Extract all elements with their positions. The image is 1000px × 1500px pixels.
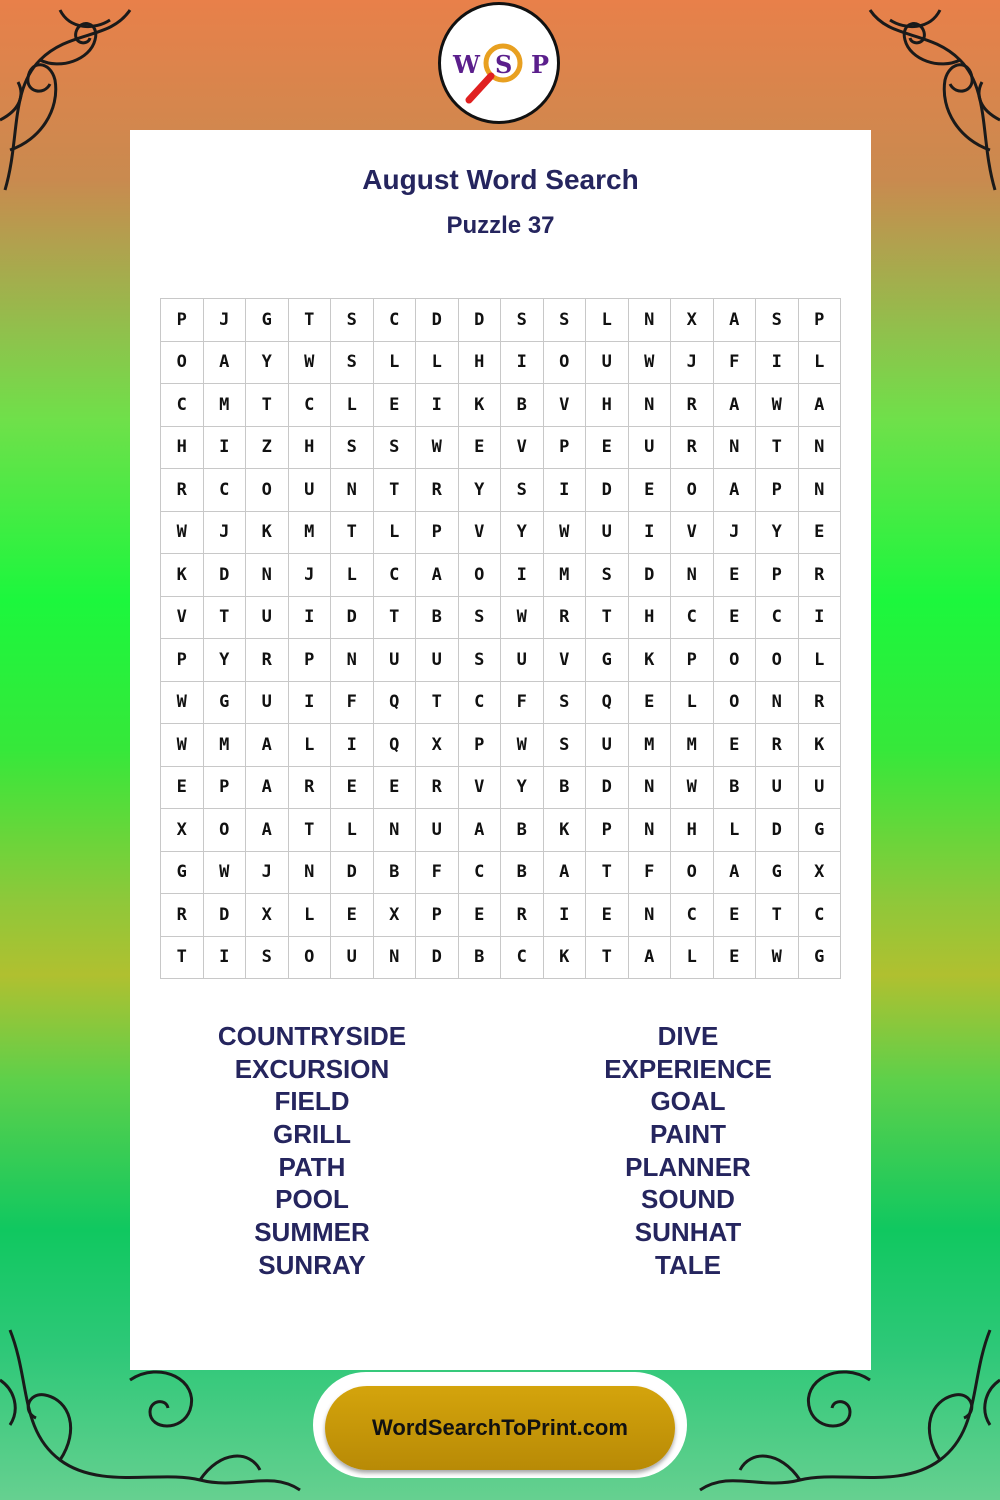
grid-cell[interactable]: U [586,512,629,555]
grid-cell[interactable]: P [204,767,247,810]
grid-cell[interactable]: W [671,767,714,810]
grid-cell[interactable]: R [416,469,459,512]
word-list-item: SUNRAY [258,1249,366,1280]
grid-cell[interactable]: R [416,767,459,810]
grid-cell[interactable]: B [374,852,417,895]
grid-cell[interactable]: R [756,724,799,767]
grid-cell[interactable]: O [714,682,757,725]
grid-cell[interactable]: U [586,342,629,385]
grid-cell[interactable]: E [629,682,672,725]
grid-cell[interactable]: F [714,342,757,385]
grid-cell[interactable]: A [629,937,672,980]
grid-cell[interactable]: J [204,299,247,342]
word-list-item: GOAL [650,1086,726,1117]
grid-cell[interactable]: E [459,894,502,937]
grid-cell[interactable]: B [459,937,502,980]
grid-cell[interactable]: P [756,469,799,512]
grid-cell[interactable]: E [714,894,757,937]
grid-cell[interactable]: A [714,852,757,895]
grid-cell[interactable]: E [586,894,629,937]
grid-cell[interactable]: T [586,852,629,895]
grid-cell[interactable]: M [289,512,332,555]
grid-cell[interactable]: X [799,852,842,895]
grid-cell[interactable]: G [756,852,799,895]
grid-cell[interactable]: N [331,469,374,512]
grid-cell[interactable]: P [756,554,799,597]
grid-cell[interactable]: A [714,384,757,427]
grid-cell[interactable]: S [544,682,587,725]
wsp-logo[interactable] [438,2,560,124]
grid-cell[interactable]: R [289,767,332,810]
grid-cell[interactable]: D [586,469,629,512]
grid-cell[interactable]: K [459,384,502,427]
grid-cell[interactable]: H [671,809,714,852]
grid-cell[interactable]: E [629,469,672,512]
grid-cell[interactable]: E [714,937,757,980]
grid-cell[interactable]: S [246,937,289,980]
word-list-item: GRILL [273,1119,351,1150]
grid-cell[interactable]: X [374,894,417,937]
grid-cell[interactable]: E [714,597,757,640]
word-list-left [152,1020,472,1282]
grid-cell[interactable]: N [374,809,417,852]
grid-cell[interactable]: U [501,639,544,682]
grid-cell[interactable]: Q [586,682,629,725]
grid-cell[interactable]: G [204,682,247,725]
grid-cell[interactable]: C [161,384,204,427]
grid-cell[interactable]: S [331,342,374,385]
grid-cell[interactable]: V [501,427,544,470]
grid-cell[interactable]: Y [246,342,289,385]
grid-cell[interactable]: T [756,427,799,470]
grid-cell[interactable]: R [544,597,587,640]
grid-cell[interactable]: A [714,299,757,342]
grid-cell[interactable]: U [331,937,374,980]
grid-cell[interactable]: R [501,894,544,937]
word-list-item: TALE [655,1249,721,1280]
grid-cell[interactable]: S [586,554,629,597]
grid-cell[interactable]: W [161,682,204,725]
grid-cell[interactable]: S [544,724,587,767]
grid-cell[interactable]: N [799,427,842,470]
grid-cell[interactable]: Y [204,639,247,682]
grid-cell[interactable]: I [544,894,587,937]
grid-cell[interactable]: N [374,937,417,980]
grid-cell[interactable]: C [374,554,417,597]
grid-cell[interactable]: P [544,427,587,470]
grid-cell[interactable]: L [671,682,714,725]
grid-cell[interactable]: Y [501,512,544,555]
logo-letter-p: P [531,50,550,79]
grid-cell[interactable]: P [459,724,502,767]
grid-cell[interactable]: N [289,852,332,895]
logo-letter-s: S [495,50,513,79]
grid-cell[interactable]: B [501,809,544,852]
grid-cell[interactable]: T [374,597,417,640]
word-list-item: POOL [275,1184,349,1215]
grid-cell[interactable]: L [586,299,629,342]
grid-cell[interactable]: G [799,937,842,980]
grid-cell[interactable]: C [671,597,714,640]
grid-cell[interactable]: B [416,597,459,640]
grid-cell[interactable]: T [374,469,417,512]
grid-cell[interactable]: I [629,512,672,555]
grid-cell[interactable]: D [331,597,374,640]
grid-cell[interactable]: E [714,724,757,767]
grid-cell[interactable]: F [501,682,544,725]
grid-cell[interactable]: H [586,384,629,427]
grid-cell[interactable]: W [629,342,672,385]
grid-cell[interactable]: A [246,767,289,810]
grid-cell[interactable]: A [416,554,459,597]
grid-cell[interactable]: R [161,469,204,512]
grid-cell[interactable]: N [629,894,672,937]
grid-cell[interactable]: D [416,299,459,342]
word-list-item: SUMMER [254,1217,370,1248]
grid-cell[interactable]: H [161,427,204,470]
grid-cell[interactable]: I [544,469,587,512]
grid-cell[interactable]: O [544,342,587,385]
grid-cell[interactable]: G [586,639,629,682]
grid-cell[interactable]: V [459,512,502,555]
grid-cell[interactable]: L [416,342,459,385]
grid-cell[interactable]: U [756,767,799,810]
grid-cell[interactable]: S [374,427,417,470]
grid-cell[interactable]: L [331,384,374,427]
grid-cell[interactable]: C [289,384,332,427]
grid-cell[interactable]: V [161,597,204,640]
grid-cell[interactable]: M [204,384,247,427]
grid-cell[interactable]: G [799,809,842,852]
grid-cell[interactable]: L [799,639,842,682]
grid-cell[interactable]: E [161,767,204,810]
grid-cell[interactable]: U [374,639,417,682]
grid-cell[interactable]: S [459,597,502,640]
grid-cell[interactable]: A [459,809,502,852]
grid-cell[interactable]: E [459,427,502,470]
grid-cell[interactable]: W [161,512,204,555]
grid-cell[interactable]: P [416,894,459,937]
grid-cell[interactable]: N [629,767,672,810]
grid-cell[interactable]: O [756,639,799,682]
grid-cell[interactable]: H [289,427,332,470]
grid-cell[interactable]: W [501,724,544,767]
grid-cell[interactable]: N [756,682,799,725]
grid-cell[interactable]: W [756,384,799,427]
grid-cell[interactable]: L [714,809,757,852]
grid-cell[interactable]: L [331,809,374,852]
grid-cell[interactable]: I [204,937,247,980]
grid-cell[interactable]: J [246,852,289,895]
site-link-button[interactable]: WordSearchToPrint.com [325,1386,675,1470]
grid-cell[interactable]: I [331,724,374,767]
grid-cell[interactable]: I [416,384,459,427]
grid-cell[interactable]: T [331,512,374,555]
grid-cell[interactable]: N [799,469,842,512]
grid-cell[interactable]: E [331,767,374,810]
grid-cell[interactable]: K [161,554,204,597]
grid-cell[interactable]: Q [374,682,417,725]
grid-cell[interactable]: T [289,299,332,342]
grid-cell[interactable]: Z [246,427,289,470]
grid-cell[interactable]: O [459,554,502,597]
grid-cell[interactable]: T [289,809,332,852]
grid-cell[interactable]: W [416,427,459,470]
grid-cell[interactable]: L [374,342,417,385]
grid-cell[interactable]: O [289,937,332,980]
grid-cell[interactable]: W [501,597,544,640]
grid-cell[interactable]: U [416,809,459,852]
grid-cell[interactable]: N [671,554,714,597]
grid-cell[interactable]: I [289,597,332,640]
grid-cell[interactable]: H [459,342,502,385]
grid-cell[interactable]: D [459,299,502,342]
grid-cell[interactable]: K [246,512,289,555]
grid-cell[interactable]: T [204,597,247,640]
grid-cell[interactable]: O [204,809,247,852]
grid-cell[interactable]: O [671,469,714,512]
grid-cell[interactable]: X [416,724,459,767]
grid-cell[interactable]: C [501,937,544,980]
grid-cell[interactable]: U [629,427,672,470]
grid-cell[interactable]: N [331,639,374,682]
grid-cell[interactable]: B [714,767,757,810]
grid-cell[interactable]: K [544,937,587,980]
puzzle-number: Puzzle 37 [446,212,555,239]
grid-cell[interactable]: L [331,554,374,597]
grid-cell[interactable]: T [586,597,629,640]
grid-cell[interactable]: C [756,597,799,640]
grid-cell[interactable]: A [204,342,247,385]
grid-cell[interactable]: P [289,639,332,682]
grid-cell[interactable]: U [289,469,332,512]
grid-cell[interactable]: E [374,384,417,427]
grid-cell[interactable]: Q [374,724,417,767]
grid-cell[interactable]: X [161,809,204,852]
grid-cell[interactable]: C [204,469,247,512]
word-list-item: FIELD [274,1086,350,1117]
grid-cell[interactable]: A [246,724,289,767]
grid-cell[interactable]: S [459,639,502,682]
grid-cell[interactable]: D [204,894,247,937]
word-list-right [528,1020,848,1282]
grid-cell[interactable]: V [459,767,502,810]
grid-cell[interactable]: I [756,342,799,385]
grid-cell[interactable]: O [246,469,289,512]
grid-cell[interactable]: K [799,724,842,767]
grid-cell[interactable]: L [289,894,332,937]
grid-cell[interactable]: C [459,852,502,895]
grid-cell[interactable]: J [204,512,247,555]
grid-cell[interactable]: S [756,299,799,342]
grid-cell[interactable]: U [246,682,289,725]
puzzle-sheet [130,130,871,1370]
grid-cell[interactable]: A [544,852,587,895]
corner-ornament-top-left [0,0,140,200]
grid-cell[interactable]: W [161,724,204,767]
grid-cell[interactable]: G [161,852,204,895]
grid-cell[interactable]: L [799,342,842,385]
grid-cell[interactable]: U [586,724,629,767]
grid-cell[interactable]: F [629,852,672,895]
word-list-item: PATH [278,1151,346,1182]
grid-cell[interactable]: E [331,894,374,937]
grid-cell[interactable]: A [799,384,842,427]
grid-cell[interactable]: Y [756,512,799,555]
grid-cell[interactable]: S [331,427,374,470]
grid-cell[interactable]: J [671,342,714,385]
word-list-item: COUNTRYSIDE [217,1021,407,1051]
grid-cell[interactable]: N [714,427,757,470]
grid-cell[interactable]: R [671,384,714,427]
grid-cell[interactable]: J [714,512,757,555]
grid-cell[interactable]: R [246,639,289,682]
grid-cell[interactable]: J [289,554,332,597]
grid-cell[interactable]: F [331,682,374,725]
grid-cell[interactable]: P [671,639,714,682]
grid-cell[interactable]: T [586,937,629,980]
grid-cell[interactable]: M [671,724,714,767]
grid-cell[interactable]: R [161,894,204,937]
word-list-item: PLANNER [625,1151,751,1182]
grid-cell[interactable]: S [544,299,587,342]
grid-cell[interactable]: T [246,384,289,427]
grid-cell[interactable]: F [416,852,459,895]
grid-cell[interactable]: P [416,512,459,555]
grid-cell[interactable]: M [544,554,587,597]
grid-cell[interactable]: S [501,299,544,342]
grid-cell[interactable]: N [246,554,289,597]
grid-cell[interactable]: X [671,299,714,342]
grid-cell[interactable]: W [756,937,799,980]
grid-cell[interactable]: D [416,937,459,980]
grid-cell[interactable]: R [799,554,842,597]
grid-cell[interactable]: I [799,597,842,640]
grid-cell[interactable]: E [799,512,842,555]
grid-cell[interactable]: W [289,342,332,385]
grid-cell[interactable]: E [374,767,417,810]
grid-cell[interactable]: S [501,469,544,512]
word-list-item: EXCURSION [234,1053,390,1084]
grid-cell[interactable]: I [204,427,247,470]
magnifier-icon [441,5,557,121]
grid-cell[interactable]: Y [501,767,544,810]
grid-cell[interactable]: K [544,809,587,852]
grid-cell[interactable]: N [629,299,672,342]
grid-cell[interactable]: I [501,554,544,597]
grid-cell[interactable]: X [246,894,289,937]
grid-cell[interactable]: G [246,299,289,342]
grid-cell[interactable]: V [544,384,587,427]
grid-cell[interactable]: U [246,597,289,640]
letter-grid [160,298,841,979]
page-title: August Word Search [362,164,639,195]
grid-cell[interactable]: L [289,724,332,767]
grid-cell[interactable]: C [799,894,842,937]
grid-cell[interactable]: A [714,469,757,512]
grid-cell[interactable]: U [416,639,459,682]
grid-cell[interactable]: P [586,809,629,852]
grid-cell[interactable]: H [629,597,672,640]
grid-cell[interactable]: B [501,852,544,895]
grid-cell[interactable]: W [544,512,587,555]
grid-cell[interactable]: B [501,384,544,427]
grid-cell[interactable]: D [204,554,247,597]
grid-cell[interactable]: R [799,682,842,725]
grid-cell[interactable]: I [501,342,544,385]
grid-cell[interactable]: L [671,937,714,980]
grid-cell[interactable]: U [799,767,842,810]
grid-cell[interactable]: D [756,809,799,852]
grid-cell[interactable]: S [331,299,374,342]
grid-cell[interactable]: O [714,639,757,682]
grid-cell[interactable]: N [629,809,672,852]
grid-cell[interactable]: M [629,724,672,767]
grid-cell[interactable]: B [544,767,587,810]
grid-cell[interactable]: P [799,299,842,342]
grid-cell[interactable]: T [416,682,459,725]
grid-cell[interactable]: M [204,724,247,767]
logo-letter-w: W [453,50,480,79]
word-list-item: SOUND [641,1184,735,1215]
grid-cell[interactable]: C [671,894,714,937]
grid-cell[interactable]: I [289,682,332,725]
grid-cell[interactable]: D [629,554,672,597]
grid-cell[interactable]: C [374,299,417,342]
grid-cell[interactable]: W [204,852,247,895]
grid-cell[interactable]: V [671,512,714,555]
word-list-item: EXPERIENCE [604,1053,772,1084]
grid-cell[interactable]: Y [459,469,502,512]
word-list-item: DIVE [657,1021,719,1051]
corner-ornament-top-right [860,0,1000,200]
grid-cell[interactable]: E [586,427,629,470]
grid-cell[interactable]: C [459,682,502,725]
grid-cell[interactable]: A [246,809,289,852]
grid-cell[interactable]: N [629,384,672,427]
grid-cell[interactable]: L [374,512,417,555]
grid-cell[interactable]: E [714,554,757,597]
grid-cell[interactable]: O [161,342,204,385]
grid-cell[interactable]: K [629,639,672,682]
grid-cell[interactable]: D [331,852,374,895]
grid-cell[interactable]: T [161,937,204,980]
grid-cell[interactable]: O [671,852,714,895]
grid-cell[interactable]: P [161,299,204,342]
grid-cell[interactable]: T [756,894,799,937]
word-list-item: SUNHAT [634,1217,742,1248]
grid-cell[interactable]: V [544,639,587,682]
grid-cell[interactable]: D [586,767,629,810]
grid-cell[interactable]: R [671,427,714,470]
word-list-item: PAINT [649,1119,727,1150]
grid-cell[interactable]: P [161,639,204,682]
